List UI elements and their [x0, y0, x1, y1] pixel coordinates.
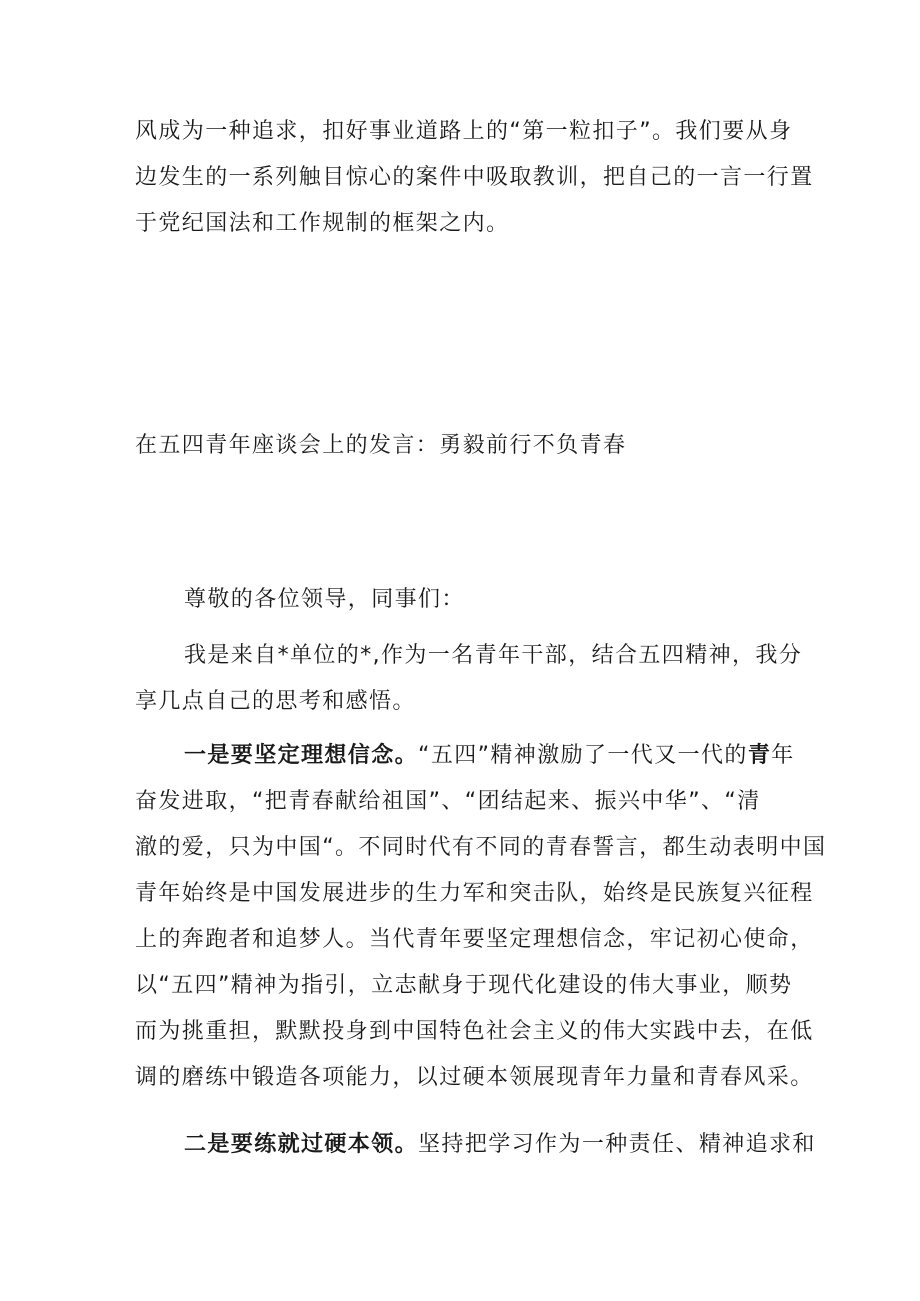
point1-line-7: 而为挑重担，默默投身到中国特色社会主义的伟大实践中去，在低: [135, 1019, 814, 1044]
point2-heading: 二是要练就过硬本领。: [184, 1132, 419, 1157]
opening-line-2: 享几点自己的思考和感悟。: [135, 689, 416, 714]
point1-text-end: 年: [771, 743, 795, 768]
point2-text: 坚持把学习作为一种责任、精神追求和: [418, 1132, 816, 1157]
point1-text-start: “五四”精神激励了一代又一代的: [418, 743, 748, 768]
point1-line-4: 青年始终是中国发展进步的生力军和突击队，始终是民族复兴征程: [135, 881, 814, 906]
intro-line-3: 于党纪国法和工作规制的框架之内。: [135, 211, 510, 236]
point2-first-line: [184, 1130, 816, 1160]
point1-line-5: 上的奔跑者和追梦人。当代青年要坚定理想信念，牢记初心使命，: [135, 927, 814, 952]
opening-line-1: 我是来自*单位的*,作为一名青年干部，结合五四精神，我分: [184, 643, 803, 668]
point1-heading: 一是要坚定理想信念。: [184, 743, 419, 768]
speech-title: 在五四青年座谈会上的发言：勇毅前行不负青春: [135, 433, 627, 458]
point1-line-3: 澈的爱，只为中国“。不同时代有不同的青春誓言，都生动表明中国: [135, 835, 827, 860]
intro-line-1: 风成为一种追求，扣好事业道路上的“第一粒扣子”。我们要从身: [135, 119, 793, 144]
point1-bold-char: 青: [747, 743, 772, 768]
salutation: 尊敬的各位领导，同事们：: [184, 587, 465, 612]
intro-line-2: 边发生的一系列触目惊心的案件中吸取教训，把自己的一言一行置: [135, 165, 814, 190]
point1-line-8: 调的磨练中锻造各项能力，以过硬本领展现青年力量和青春风采。: [135, 1065, 814, 1090]
point1-line-6: 以“五四”精神为指引，立志献身于现代化建设的伟大事业，顺势: [135, 973, 793, 998]
point1-first-line: [184, 741, 795, 771]
point1-line-2: 奋发进取，“把青春献给祖国”、“团结起来、振兴中华”、“清: [135, 789, 761, 814]
